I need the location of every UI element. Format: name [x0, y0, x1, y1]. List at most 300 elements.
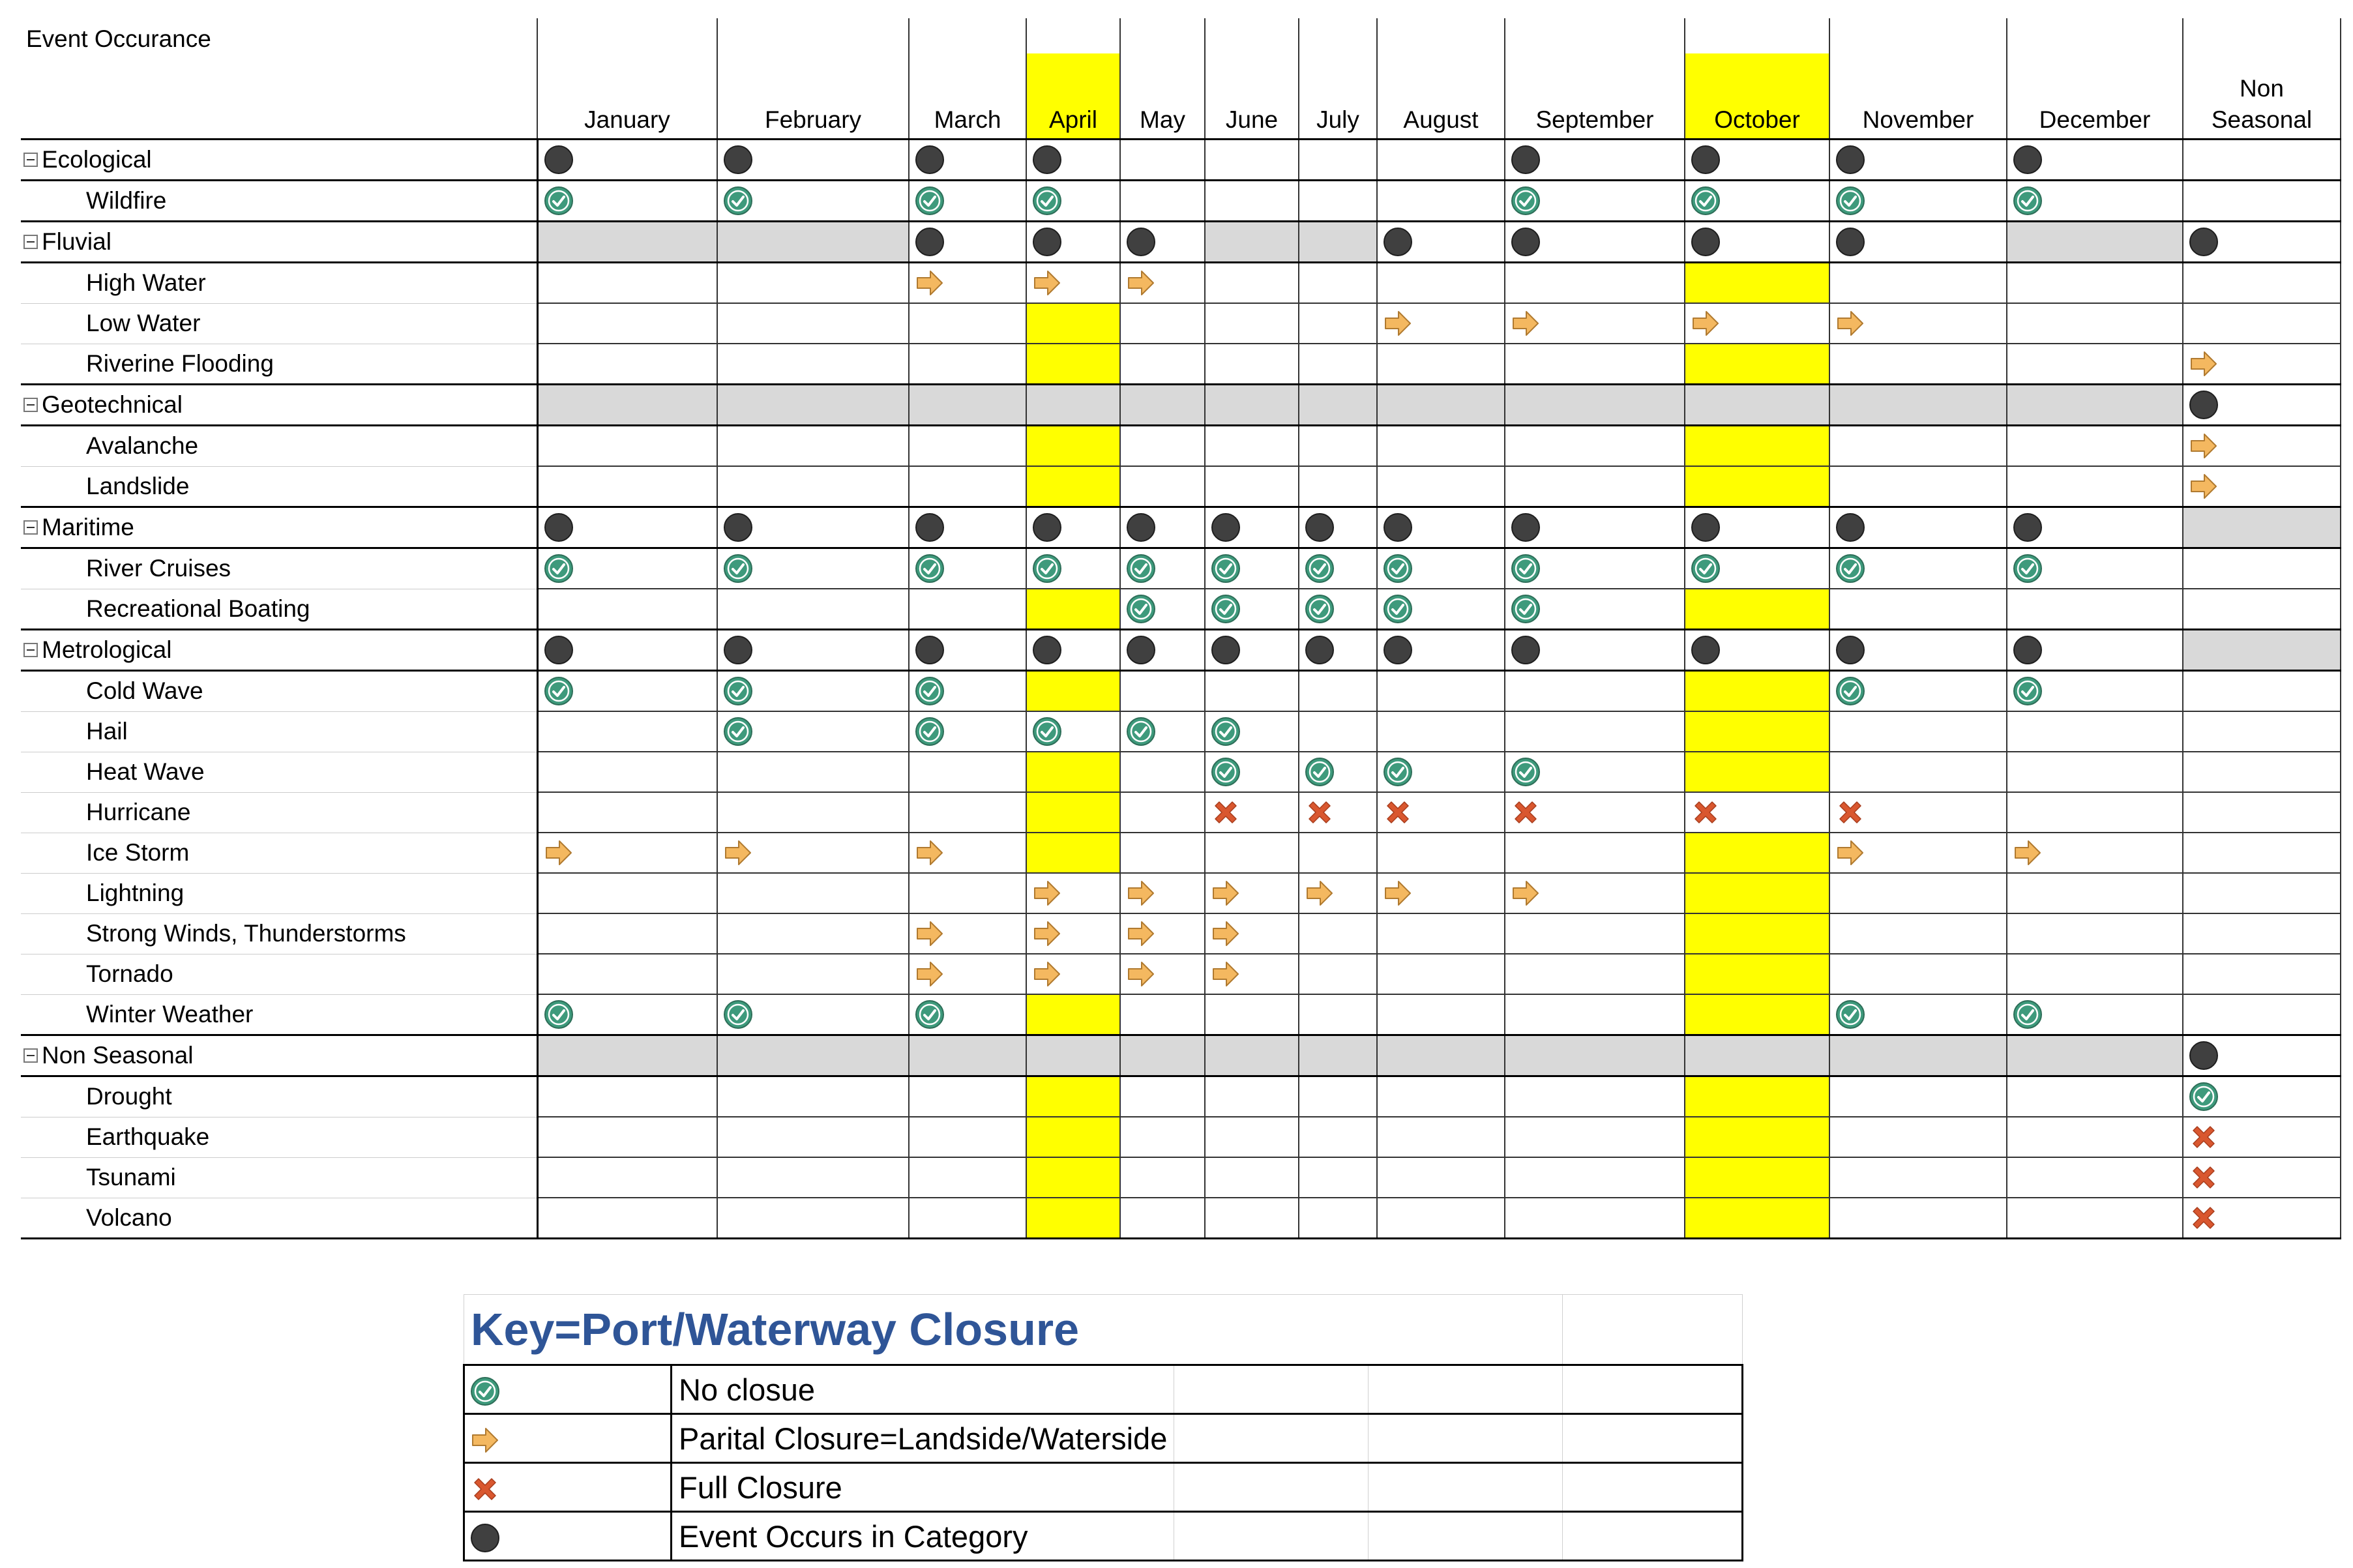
- month-header: June: [1205, 18, 1299, 140]
- month-cell: [1120, 589, 1205, 630]
- month-header: November: [1829, 18, 2007, 140]
- month-cell: [2007, 466, 2183, 507]
- month-cell: [717, 1198, 909, 1239]
- month-cell: [1026, 1076, 1120, 1117]
- filled-circle-icon: [913, 226, 946, 258]
- legend-label: Full Closure: [672, 1463, 1174, 1512]
- event-label: Heat Wave: [86, 758, 205, 785]
- month-cell: [1685, 833, 1829, 873]
- legend-row: [464, 1365, 1743, 1414]
- table-row: [21, 466, 2341, 507]
- filled-circle-icon: [1031, 634, 1063, 666]
- event-label-cell: [21, 954, 537, 994]
- month-cell: [1685, 1198, 1829, 1239]
- month-cell: [1377, 913, 1505, 954]
- month-cell: [717, 548, 909, 589]
- event-label-cell: [21, 873, 537, 913]
- month-cell: [2183, 711, 2341, 752]
- x-cross-icon: [2187, 1202, 2220, 1234]
- check-circle-icon: [913, 185, 946, 217]
- check-circle-icon: [1382, 593, 1414, 625]
- month-cell: [1377, 1076, 1505, 1117]
- month-cell: [1026, 833, 1120, 873]
- table-row: [21, 913, 2341, 954]
- right-arrow-icon: [913, 267, 946, 299]
- month-cell: [1829, 507, 2007, 548]
- month-cell: [909, 873, 1026, 913]
- month-cell: [1026, 630, 1120, 671]
- check-circle-icon: [722, 185, 754, 217]
- legend-title: Key=Port/Waterway Closure: [464, 1295, 1563, 1365]
- table-title: Event Occurance: [21, 18, 537, 140]
- month-cell: [2183, 507, 2341, 548]
- filled-circle-icon: [1209, 634, 1242, 666]
- event-label-cell: [21, 792, 537, 833]
- month-header: July: [1299, 18, 1377, 140]
- month-cell: [2183, 548, 2341, 589]
- month-cell: [1120, 1198, 1205, 1239]
- month-cell: [909, 548, 1026, 589]
- month-cell: [1120, 1117, 1205, 1157]
- event-label: Hail: [86, 718, 128, 745]
- month-cell: [1505, 466, 1685, 507]
- month-cell: [2183, 954, 2341, 994]
- filled-circle-icon: [2011, 143, 2044, 176]
- month-cell: [1120, 507, 1205, 548]
- month-cell: [909, 263, 1026, 304]
- month-cell: [537, 671, 717, 712]
- month-cell: [1377, 181, 1505, 222]
- x-cross-icon: [469, 1473, 501, 1505]
- event-label-cell: [21, 833, 537, 873]
- check-circle-icon: [1209, 715, 1242, 748]
- month-cell: [1299, 671, 1377, 712]
- filled-circle-icon: [1031, 226, 1063, 258]
- month-cell: [717, 873, 909, 913]
- right-arrow-icon: [1209, 958, 1242, 990]
- right-arrow-icon: [542, 836, 575, 869]
- month-cell: [1505, 548, 1685, 589]
- month-cell: [1026, 954, 1120, 994]
- month-cell: [1120, 181, 1205, 222]
- month-cell: [1299, 140, 1377, 181]
- legend-symbol-cell: [464, 1512, 672, 1561]
- month-cell: [1205, 671, 1299, 712]
- month-cell: [2183, 426, 2341, 467]
- month-cell: [1377, 873, 1505, 913]
- month-cell: [1299, 752, 1377, 792]
- month-cell: [537, 873, 717, 913]
- month-cell: [1377, 954, 1505, 994]
- event-occurrence-table: [21, 18, 2341, 1239]
- right-arrow-icon: [2187, 348, 2220, 380]
- table-row: [21, 263, 2341, 304]
- table-row: [21, 426, 2341, 467]
- legend-label: Parital Closure=Landside/Waterside: [672, 1414, 1174, 1463]
- table-row: [21, 873, 2341, 913]
- month-cell: [1829, 385, 2007, 426]
- event-label: Avalanche: [86, 432, 199, 460]
- month-cell: [1505, 671, 1685, 712]
- month-cell: [1829, 181, 2007, 222]
- month-cell: [1205, 752, 1299, 792]
- month-cell: [1685, 589, 1829, 630]
- filled-circle-icon: [722, 634, 754, 666]
- month-cell: [1120, 873, 1205, 913]
- collapse-toggle-icon[interactable]: [23, 1048, 38, 1063]
- month-cell: [1685, 263, 1829, 304]
- month-cell: [1120, 263, 1205, 304]
- month-cell: [2183, 181, 2341, 222]
- month-cell: [1120, 466, 1205, 507]
- legend-row: [464, 1463, 1743, 1512]
- check-circle-icon: [913, 715, 946, 748]
- month-cell: [1120, 1076, 1205, 1117]
- right-arrow-icon: [1382, 307, 1414, 340]
- month-cell: [2183, 466, 2341, 507]
- month-cell: [537, 833, 717, 873]
- table-row: [21, 589, 2341, 630]
- check-circle-icon: [2011, 185, 2044, 217]
- month-cell: [1026, 385, 1120, 426]
- month-cell: [537, 263, 717, 304]
- month-cell: [1205, 873, 1299, 913]
- month-cell: [1505, 873, 1685, 913]
- month-cell: [1829, 671, 2007, 712]
- event-label-cell: [21, 711, 537, 752]
- category-label: Geotechnical: [42, 391, 183, 418]
- month-cell: [1026, 913, 1120, 954]
- month-cell: [1505, 833, 1685, 873]
- right-arrow-icon: [1031, 267, 1063, 299]
- right-arrow-icon: [1125, 267, 1157, 299]
- month-cell: [1026, 671, 1120, 712]
- month-cell: [1505, 222, 1685, 263]
- month-cell: [2183, 263, 2341, 304]
- month-cell: [2007, 263, 2183, 304]
- month-cell: [2183, 222, 2341, 263]
- month-cell: [537, 1117, 717, 1157]
- month-cell: [1205, 1157, 1299, 1198]
- month-cell: [1120, 792, 1205, 833]
- month-cell: [1829, 344, 2007, 385]
- check-circle-icon: [1509, 185, 1542, 217]
- legend-symbol-cell: [464, 1463, 672, 1512]
- event-label: Volcano: [86, 1204, 172, 1231]
- month-cell: [717, 630, 909, 671]
- category-label: Ecological: [42, 146, 152, 173]
- month-cell: [909, 1117, 1026, 1157]
- month-cell: [1205, 222, 1299, 263]
- category-label: Fluvial: [42, 228, 111, 255]
- check-circle-icon: [913, 552, 946, 585]
- month-cell: [2183, 385, 2341, 426]
- check-circle-icon: [913, 675, 946, 707]
- month-cell: [1505, 181, 1685, 222]
- month-cell: [2007, 711, 2183, 752]
- check-circle-icon: [1834, 675, 1867, 707]
- month-cell: [537, 426, 717, 467]
- month-cell: [1299, 589, 1377, 630]
- month-cell: [2007, 303, 2183, 344]
- month-cell: [2183, 630, 2341, 671]
- check-circle-icon: [1689, 552, 1722, 585]
- table-row: [21, 671, 2341, 712]
- month-cell: [1120, 140, 1205, 181]
- filled-circle-icon: [1303, 634, 1336, 666]
- filled-circle-icon: [542, 634, 575, 666]
- filled-circle-icon: [1125, 226, 1157, 258]
- month-cell: [1685, 630, 1829, 671]
- event-label: High Water: [86, 269, 206, 297]
- month-cell: [909, 466, 1026, 507]
- event-label: Lightning: [86, 880, 185, 906]
- filled-circle-icon: [1031, 143, 1063, 176]
- event-label: Tsunami: [86, 1164, 176, 1191]
- check-circle-icon: [722, 715, 754, 748]
- filled-circle-icon: [2187, 389, 2220, 421]
- legend-title-row: [464, 1295, 1743, 1365]
- legend-label: Event Occurs in Category: [672, 1512, 1174, 1561]
- month-cell: [1685, 385, 1829, 426]
- table-row: [21, 1157, 2341, 1198]
- month-cell: [2007, 873, 2183, 913]
- table-row: [21, 344, 2341, 385]
- month-cell: [1205, 630, 1299, 671]
- month-cell: [1120, 630, 1205, 671]
- month-cell: [1829, 711, 2007, 752]
- filled-circle-icon: [1382, 511, 1414, 544]
- month-cell: [1505, 954, 1685, 994]
- month-cell: [717, 954, 909, 994]
- event-label: Landslide: [86, 472, 190, 499]
- month-cell: [1120, 1035, 1205, 1076]
- filled-circle-icon: [1509, 143, 1542, 176]
- month-cell: [537, 954, 717, 994]
- month-cell: [1299, 913, 1377, 954]
- legend-table: [463, 1294, 1743, 1561]
- month-cell: [1685, 426, 1829, 467]
- legend-empty-cell: [1369, 1414, 1563, 1463]
- month-cell: [1685, 466, 1829, 507]
- right-arrow-icon: [1125, 877, 1157, 910]
- month-cell: [1299, 1035, 1377, 1076]
- month-cell: [1026, 140, 1120, 181]
- event-label: Ice Storm: [86, 839, 190, 866]
- event-label-cell: [21, 1076, 537, 1117]
- month-cell: [2183, 671, 2341, 712]
- month-cell: [1026, 1035, 1120, 1076]
- month-cell: [1205, 833, 1299, 873]
- month-cell: [909, 954, 1026, 994]
- month-cell: [1377, 385, 1505, 426]
- collapse-toggle-icon[interactable]: [23, 643, 38, 657]
- month-cell: [1205, 913, 1299, 954]
- month-cell: [537, 466, 717, 507]
- month-cell: [1377, 548, 1505, 589]
- collapse-toggle-icon[interactable]: [23, 235, 38, 249]
- event-label-cell: [21, 548, 537, 589]
- month-cell: [1685, 752, 1829, 792]
- month-cell: [2183, 589, 2341, 630]
- right-arrow-icon: [1834, 836, 1867, 869]
- month-cell: [2183, 833, 2341, 873]
- month-header: [1026, 18, 1120, 140]
- month-cell: [2183, 1076, 2341, 1117]
- filled-circle-icon: [722, 143, 754, 176]
- month-cell: [537, 752, 717, 792]
- month-cell: [1505, 913, 1685, 954]
- filled-circle-icon: [913, 634, 946, 666]
- right-arrow-icon: [722, 836, 754, 869]
- month-cell: [909, 222, 1026, 263]
- month-cell: [1829, 792, 2007, 833]
- month-cell: [1120, 913, 1205, 954]
- category-row: [21, 630, 2341, 671]
- month-cell: [537, 630, 717, 671]
- legend-empty-cell: [1174, 1365, 1369, 1414]
- month-cell: [1299, 466, 1377, 507]
- month-cell: [909, 385, 1026, 426]
- month-cell: [2183, 140, 2341, 181]
- month-cell: [2007, 140, 2183, 181]
- month-cell: [537, 303, 717, 344]
- right-arrow-icon: [1209, 877, 1242, 910]
- event-label-cell: [21, 752, 537, 792]
- check-circle-icon: [1209, 552, 1242, 585]
- month-cell: [1685, 913, 1829, 954]
- month-cell: [1829, 140, 2007, 181]
- month-cell: [1299, 1076, 1377, 1117]
- filled-circle-icon: [1834, 634, 1867, 666]
- legend-symbol-cell: [464, 1414, 672, 1463]
- category-label: Metrological: [42, 636, 172, 663]
- check-circle-icon: [1382, 552, 1414, 585]
- month-header: March: [909, 18, 1026, 140]
- month-cell: [1829, 833, 2007, 873]
- event-label-cell: [21, 589, 537, 630]
- month-cell: [1505, 792, 1685, 833]
- month-cell: [2007, 1117, 2183, 1157]
- check-circle-icon: [542, 675, 575, 707]
- filled-circle-icon: [542, 511, 575, 544]
- month-cell: [537, 140, 717, 181]
- month-cell: [1026, 181, 1120, 222]
- month-cell: [2183, 1198, 2341, 1239]
- month-cell: [1377, 263, 1505, 304]
- month-cell: [1299, 711, 1377, 752]
- month-cell: [1505, 1076, 1685, 1117]
- collapse-toggle-icon[interactable]: [23, 520, 38, 535]
- month-cell: [2183, 303, 2341, 344]
- month-cell: [1205, 426, 1299, 467]
- month-cell: [1205, 1117, 1299, 1157]
- event-label: Riverine Flooding: [86, 349, 274, 377]
- check-circle-icon: [1834, 552, 1867, 585]
- month-cell: [1205, 507, 1299, 548]
- month-cell: [1120, 833, 1205, 873]
- month-cell: [1026, 792, 1120, 833]
- legend-empty-cell: [1369, 1463, 1563, 1512]
- month-cell: [2007, 630, 2183, 671]
- legend-empty-cell: [1369, 1512, 1563, 1561]
- check-circle-icon: [2011, 552, 2044, 585]
- month-cell: [2007, 426, 2183, 467]
- month-cell: [1377, 140, 1505, 181]
- month-cell: [1377, 671, 1505, 712]
- event-label-cell: [21, 344, 537, 385]
- month-cell: [1299, 994, 1377, 1035]
- event-label: Wildfire: [86, 187, 167, 214]
- month-cell: [1120, 426, 1205, 467]
- month-cell: [1299, 1198, 1377, 1239]
- collapse-toggle-icon[interactable]: [23, 398, 38, 412]
- right-arrow-icon: [469, 1424, 501, 1457]
- month-cell: [1205, 1076, 1299, 1117]
- filled-circle-icon: [2011, 511, 2044, 544]
- filled-circle-icon: [1834, 226, 1867, 258]
- month-cell: [717, 303, 909, 344]
- category-label-cell: [21, 1035, 537, 1076]
- legend-empty-cell: [1174, 1414, 1369, 1463]
- month-cell: [909, 671, 1026, 712]
- month-cell: [1505, 303, 1685, 344]
- month-cell: [1205, 344, 1299, 385]
- check-circle-icon: [1382, 756, 1414, 788]
- x-cross-icon: [1834, 796, 1867, 829]
- month-cell: [1685, 1076, 1829, 1117]
- filled-circle-icon: [913, 511, 946, 544]
- month-cell: [1685, 994, 1829, 1035]
- month-cell: [1829, 1035, 2007, 1076]
- month-cell: [909, 303, 1026, 344]
- filled-circle-icon: [722, 511, 754, 544]
- month-cell: [2183, 994, 2341, 1035]
- check-circle-icon: [1689, 185, 1722, 217]
- month-cell: [1685, 507, 1829, 548]
- collapse-toggle-icon[interactable]: [23, 153, 38, 167]
- month-cell: [909, 711, 1026, 752]
- month-cell: [1685, 344, 1829, 385]
- check-circle-icon: [1834, 185, 1867, 217]
- month-cell: [1377, 426, 1505, 467]
- month-cell: [2007, 1198, 2183, 1239]
- category-row: [21, 222, 2341, 263]
- month-header-label: October: [1685, 53, 1829, 138]
- month-cell: [1026, 752, 1120, 792]
- month-cell: [1829, 913, 2007, 954]
- event-label-cell: [21, 181, 537, 222]
- month-cell: [2007, 1157, 2183, 1198]
- filled-circle-icon: [2011, 634, 2044, 666]
- month-cell: [1377, 222, 1505, 263]
- month-cell: [1377, 507, 1505, 548]
- month-cell: [1026, 711, 1120, 752]
- month-cell: [1299, 181, 1377, 222]
- month-cell: [717, 426, 909, 467]
- month-cell: [1685, 873, 1829, 913]
- month-cell: [1026, 222, 1120, 263]
- legend-row: [464, 1512, 1743, 1561]
- month-cell: [909, 752, 1026, 792]
- month-cell: [1205, 140, 1299, 181]
- month-cell: [909, 913, 1026, 954]
- month-cell: [1377, 303, 1505, 344]
- month-cell: [717, 1157, 909, 1198]
- month-cell: [909, 507, 1026, 548]
- month-cell: [1377, 1117, 1505, 1157]
- filled-circle-icon: [1303, 511, 1336, 544]
